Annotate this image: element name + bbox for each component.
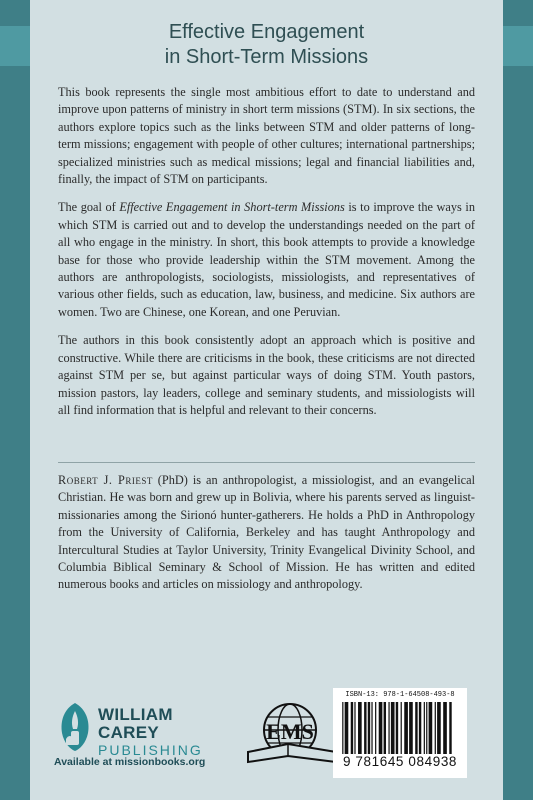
barcode-bar (409, 702, 413, 754)
book-title-italic: Effective Engagement in Short-term Missions (119, 200, 345, 215)
isbn-digits: 9 781645 084938 (342, 754, 458, 769)
barcode-bar (426, 702, 427, 754)
title-line-1: Effective Engagement (168, 21, 365, 43)
barcode-bar (391, 702, 395, 754)
back-cover-panel (30, 0, 503, 800)
hand-torch-icon (56, 701, 94, 753)
barcode-bar (424, 702, 425, 754)
isbn-barcode (333, 688, 467, 778)
barcode-bar (384, 702, 386, 754)
barcode-bars (341, 702, 459, 754)
paragraph-2-rest: is to improve the ways in which STM is carried out and to develop the understandings needed on the part of all who engage in the ministry. In short, this book attempts to provide a knowledge base for those who provide leadership within the STM movement. Among the authors are anthropologists, sociologists, missiologists, and representatives of various other fields, such as education, law, business, and medicine. Six authors are women. Two are Chinese, one Korean, and one Peruvian. (58, 200, 475, 319)
william-carey-publishing-logo (54, 699, 224, 769)
barcode-bar (404, 702, 408, 754)
author-bio (58, 472, 475, 594)
paragraph-2-intro: The goal of (58, 200, 120, 215)
description-paragraph-2 (58, 199, 475, 321)
barcode-bar (379, 702, 383, 754)
publisher-name (98, 706, 228, 758)
title-line-2: in Short-Term Missions (164, 46, 369, 68)
isbn-label: ISBN-13: 978-1-64508-493-8 (345, 691, 455, 699)
divider-rule (58, 462, 475, 463)
barcode-bar (371, 702, 372, 754)
barcode-bar (401, 702, 402, 754)
barcode-bar (354, 702, 355, 754)
barcode-bar (358, 702, 362, 754)
ems-letters: EMS (266, 719, 314, 744)
barcode-bar (419, 702, 421, 754)
author-name: Robert J. Priest (58, 473, 153, 487)
barcode-bar (449, 702, 451, 754)
barcode-bar (345, 702, 349, 754)
barcode-bar (435, 702, 436, 754)
barcode-bar (375, 702, 376, 754)
barcode-bar (351, 702, 353, 754)
barcode-bar (415, 702, 417, 754)
barcode-bar (437, 702, 441, 754)
barcode-bar (429, 702, 433, 754)
description-text (58, 84, 475, 430)
barcode-bar (368, 702, 370, 754)
barcode-bar (443, 702, 447, 754)
book-title (30, 20, 503, 70)
publisher-website: Available at missionbooks.org (54, 756, 206, 768)
barcode-bar (364, 702, 366, 754)
barcode-bar (396, 702, 398, 754)
description-paragraph-3: The authors in this book consistently adopt an approach which is positive and constructive. While there are criticisms in the book, these criticisms are not directed against STM per se, but against particular ways of doing STM. Youth pastors, mission pastors, lay leaders, college and seminary students, and missiologists will all find information that is helpful and relevant to their concerns. (58, 333, 475, 417)
publisher-name-line-1: WILLIAM (98, 705, 173, 724)
description-paragraph-1: This book represents the single most ambitious effort to date to understand and improve upon patterns of ministry in short term missions (STM). In six sections, the authors explore topics such as the links between STM and older patterns of long-term missions; engagement with people of other cultures; international partnerships; specialized ministries such as medical missions; legal and financial liabilities and, finally, the impact of STM on participants. (58, 85, 475, 187)
publisher-name-line-3: PUBLISHING (98, 742, 203, 758)
author-bio-text: (PhD) is an anthropologist, a missiologist, and an evangelical Christian. He was born and grew up in Bolivia, where his parents served as linguist-missionaries among the Sirionó hunter-gatherers. He holds a PhD in Anthropology from the University of California, Berkeley and has taught Anthropology and Intercultural Studies at Taylor University, Trinity Evangelical Divinity School, and Columbia Biblical Seminary & School of Mission. He has written and edited numerous books and articles on missiology and anthropology. (58, 473, 475, 592)
publisher-name-line-2: CAREY (98, 723, 160, 742)
barcode-bar (388, 702, 389, 754)
barcode-bar (342, 702, 343, 754)
